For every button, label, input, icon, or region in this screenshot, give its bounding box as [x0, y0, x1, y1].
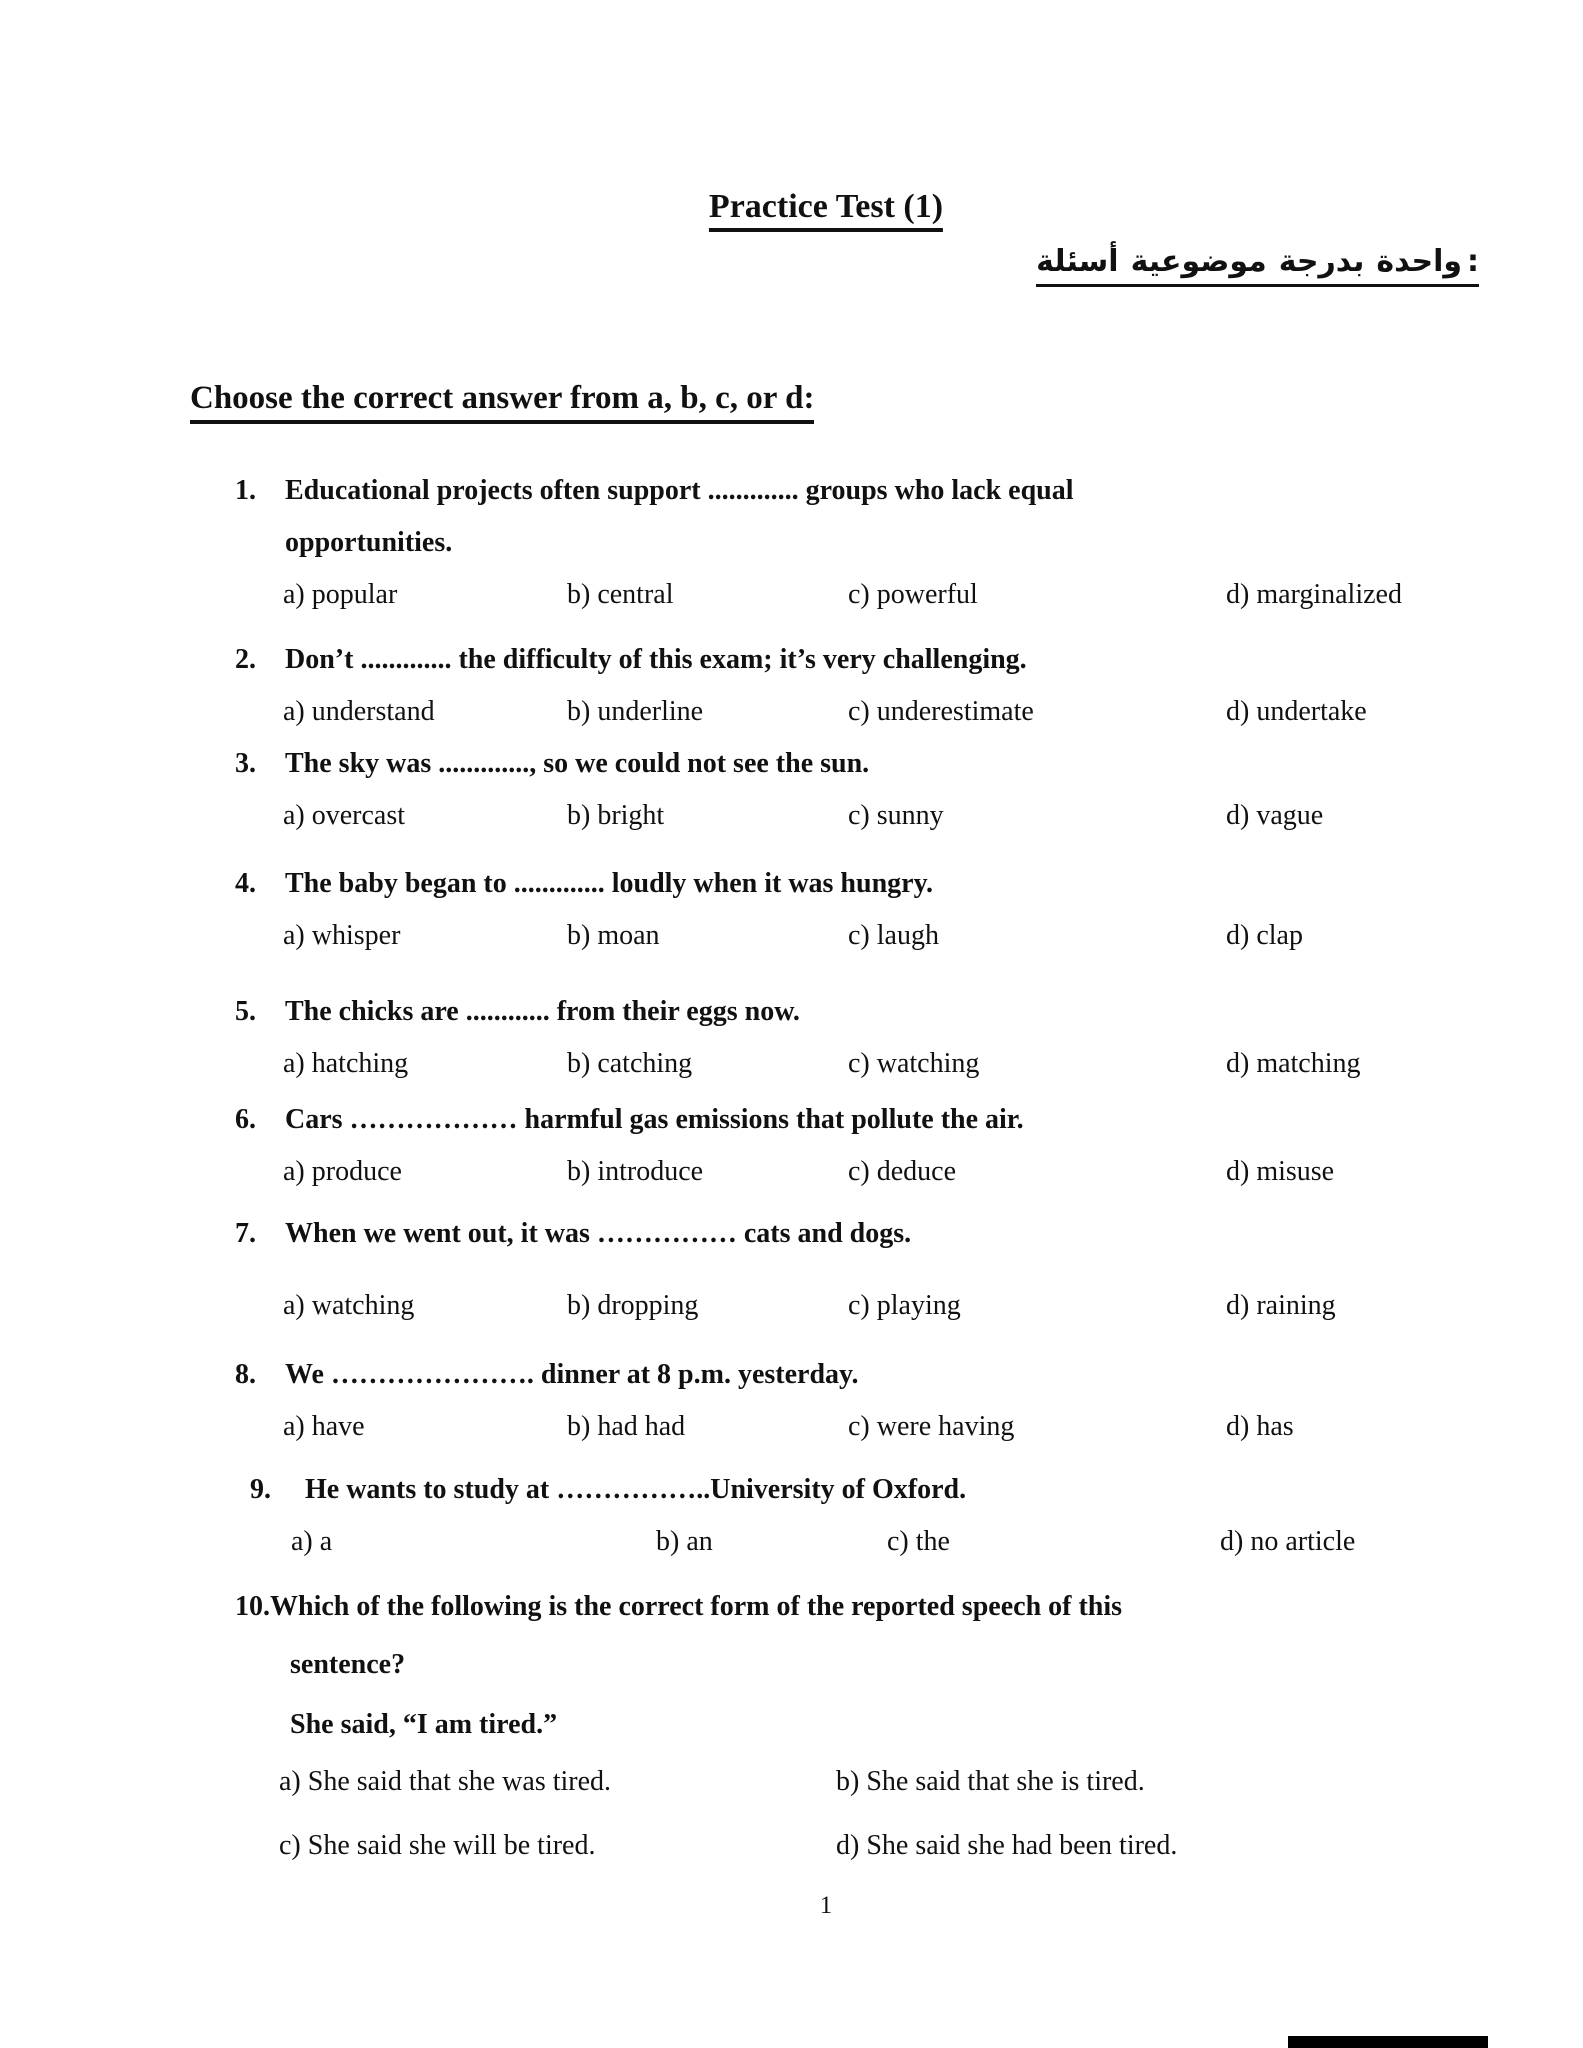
question-7: [235, 1208, 1505, 1332]
arabic-word: أسئلة: [1036, 244, 1119, 279]
instruction-heading: Choose the correct answer from a, b, c, or d:: [190, 380, 814, 424]
arabic-subtitle: [1036, 244, 1479, 287]
question-line: [235, 1578, 1505, 1636]
options-row: [279, 1754, 1505, 1810]
options-row: [283, 790, 1505, 842]
option-b: b) dropping: [567, 1290, 699, 1321]
option-a: a) hatching: [283, 1048, 409, 1079]
option-a: a) She said that she was tired.: [279, 1766, 612, 1797]
option-c: c) were having: [848, 1411, 1015, 1442]
option-a: a) watching: [283, 1290, 415, 1321]
option-c: c) the: [887, 1526, 950, 1557]
option-d: d) misuse: [1226, 1156, 1335, 1187]
option-d: d) raining: [1226, 1290, 1336, 1321]
options-row: [279, 1818, 1505, 1874]
option-c: c) sunny: [848, 800, 944, 831]
option-a: a) have: [283, 1411, 365, 1442]
question-number: 2.: [235, 644, 256, 675]
question-number: 1.: [235, 475, 256, 506]
option-a: a) whisper: [283, 920, 401, 951]
option-c: c) laugh: [848, 920, 939, 951]
option-c: c) She said she will be tired.: [279, 1830, 596, 1861]
page-title: Practice Test (1): [709, 188, 943, 232]
option-c: c) playing: [848, 1290, 961, 1321]
question-6: [235, 1094, 1505, 1198]
option-a: a) overcast: [283, 800, 406, 831]
question-1: [235, 465, 1505, 621]
option-c: c) watching: [848, 1048, 980, 1079]
options-row: [283, 1401, 1505, 1453]
question-9: [235, 1464, 1505, 1568]
question-number: 3.: [235, 748, 256, 779]
options-row: [283, 686, 1505, 738]
option-d: d) marginalized: [1226, 579, 1402, 610]
arabic-word: موضوعية: [1130, 244, 1267, 279]
option-b: b) bright: [567, 800, 665, 831]
question-line: [235, 858, 1505, 910]
option-b: b) moan: [567, 920, 660, 951]
question-text-continuation: sentence?: [290, 1649, 406, 1680]
question-8: [235, 1349, 1505, 1453]
question-line: [235, 1349, 1505, 1401]
question-text: Don’t ............. the difficulty of this exam; it’s very challenging.: [285, 644, 1027, 675]
question-2: [235, 634, 1505, 738]
question-line: [235, 986, 1505, 1038]
question-line: [235, 738, 1505, 790]
option-d: d) She said she had been tired.: [836, 1830, 1178, 1861]
redaction-bar: [1288, 2036, 1488, 2048]
question-number: 5.: [235, 996, 256, 1027]
question-text: The baby began to ............. loudly when it was hungry.: [285, 868, 934, 899]
question-text: He wants to study at ……………..University of Oxford.: [305, 1474, 967, 1505]
option-d: d) vague: [1226, 800, 1324, 831]
option-b: b) had had: [567, 1411, 686, 1442]
option-b: b) catching: [567, 1048, 693, 1079]
question-10: [235, 1578, 1505, 1874]
question-text-continuation: opportunities.: [285, 527, 453, 558]
question-line: [235, 1464, 1505, 1516]
option-c: c) powerful: [848, 579, 978, 610]
question-line: [235, 465, 1505, 517]
option-c: c) deduce: [848, 1156, 957, 1187]
option-a: a) popular: [283, 579, 398, 610]
options-row: [283, 1038, 1505, 1090]
option-a: a) produce: [283, 1156, 402, 1187]
page-number: 1: [819, 1892, 833, 1919]
option-b: b) central: [567, 579, 674, 610]
option-a: a) understand: [283, 696, 435, 727]
option-d: d) no article: [1220, 1526, 1356, 1557]
question-text: Educational projects often support ............. groups who lack equal: [285, 475, 1074, 506]
option-c: c) underestimate: [848, 696, 1034, 727]
arabic-colon: :: [1467, 244, 1479, 279]
options-row: [283, 910, 1505, 962]
option-d: d) matching: [1226, 1048, 1361, 1079]
question-5: [235, 986, 1505, 1090]
question-number: 8.: [235, 1359, 256, 1390]
question-text: The sky was ............., so we could not see the sun.: [285, 748, 870, 779]
options-row: [283, 569, 1505, 621]
question-number: 7.: [235, 1218, 256, 1249]
options-row: [283, 1146, 1505, 1198]
options-row: [291, 1516, 1505, 1568]
question-line: [235, 1094, 1505, 1146]
option-d: d) clap: [1226, 920, 1303, 951]
question-line: [235, 1208, 1505, 1260]
question-text: When we went out, it was …………… cats and dogs.: [285, 1218, 912, 1249]
option-b: b) She said that she is tired.: [836, 1766, 1145, 1797]
question-text: Which of the following is the correct form of the reported speech of this: [270, 1591, 1123, 1622]
option-d: d) has: [1226, 1411, 1294, 1442]
quoted-sentence: She said, “I am tired.”: [290, 1709, 558, 1740]
option-b: b) an: [656, 1526, 713, 1557]
question-line: [235, 634, 1505, 686]
option-b: b) underline: [567, 696, 704, 727]
question-text: Cars ……………… harmful gas emissions that pollute the air.: [285, 1104, 1024, 1135]
option-a: a) a: [291, 1526, 333, 1557]
question-number: 9.: [250, 1474, 271, 1505]
question-3: [235, 738, 1505, 842]
question-4: [235, 858, 1505, 962]
question-text: The chicks are ............ from their eggs now.: [285, 996, 800, 1027]
question-text: We …………………. dinner at 8 p.m. yesterday.: [285, 1359, 859, 1390]
arabic-word: بدرجة: [1278, 244, 1365, 279]
option-b: b) introduce: [567, 1156, 704, 1187]
arabic-word: واحدة: [1376, 244, 1462, 279]
options-row: [283, 1280, 1505, 1332]
question-number: 6.: [235, 1104, 256, 1135]
option-d: d) undertake: [1226, 696, 1367, 727]
question-number: 4.: [235, 868, 256, 899]
question-number: 10.: [235, 1591, 270, 1622]
